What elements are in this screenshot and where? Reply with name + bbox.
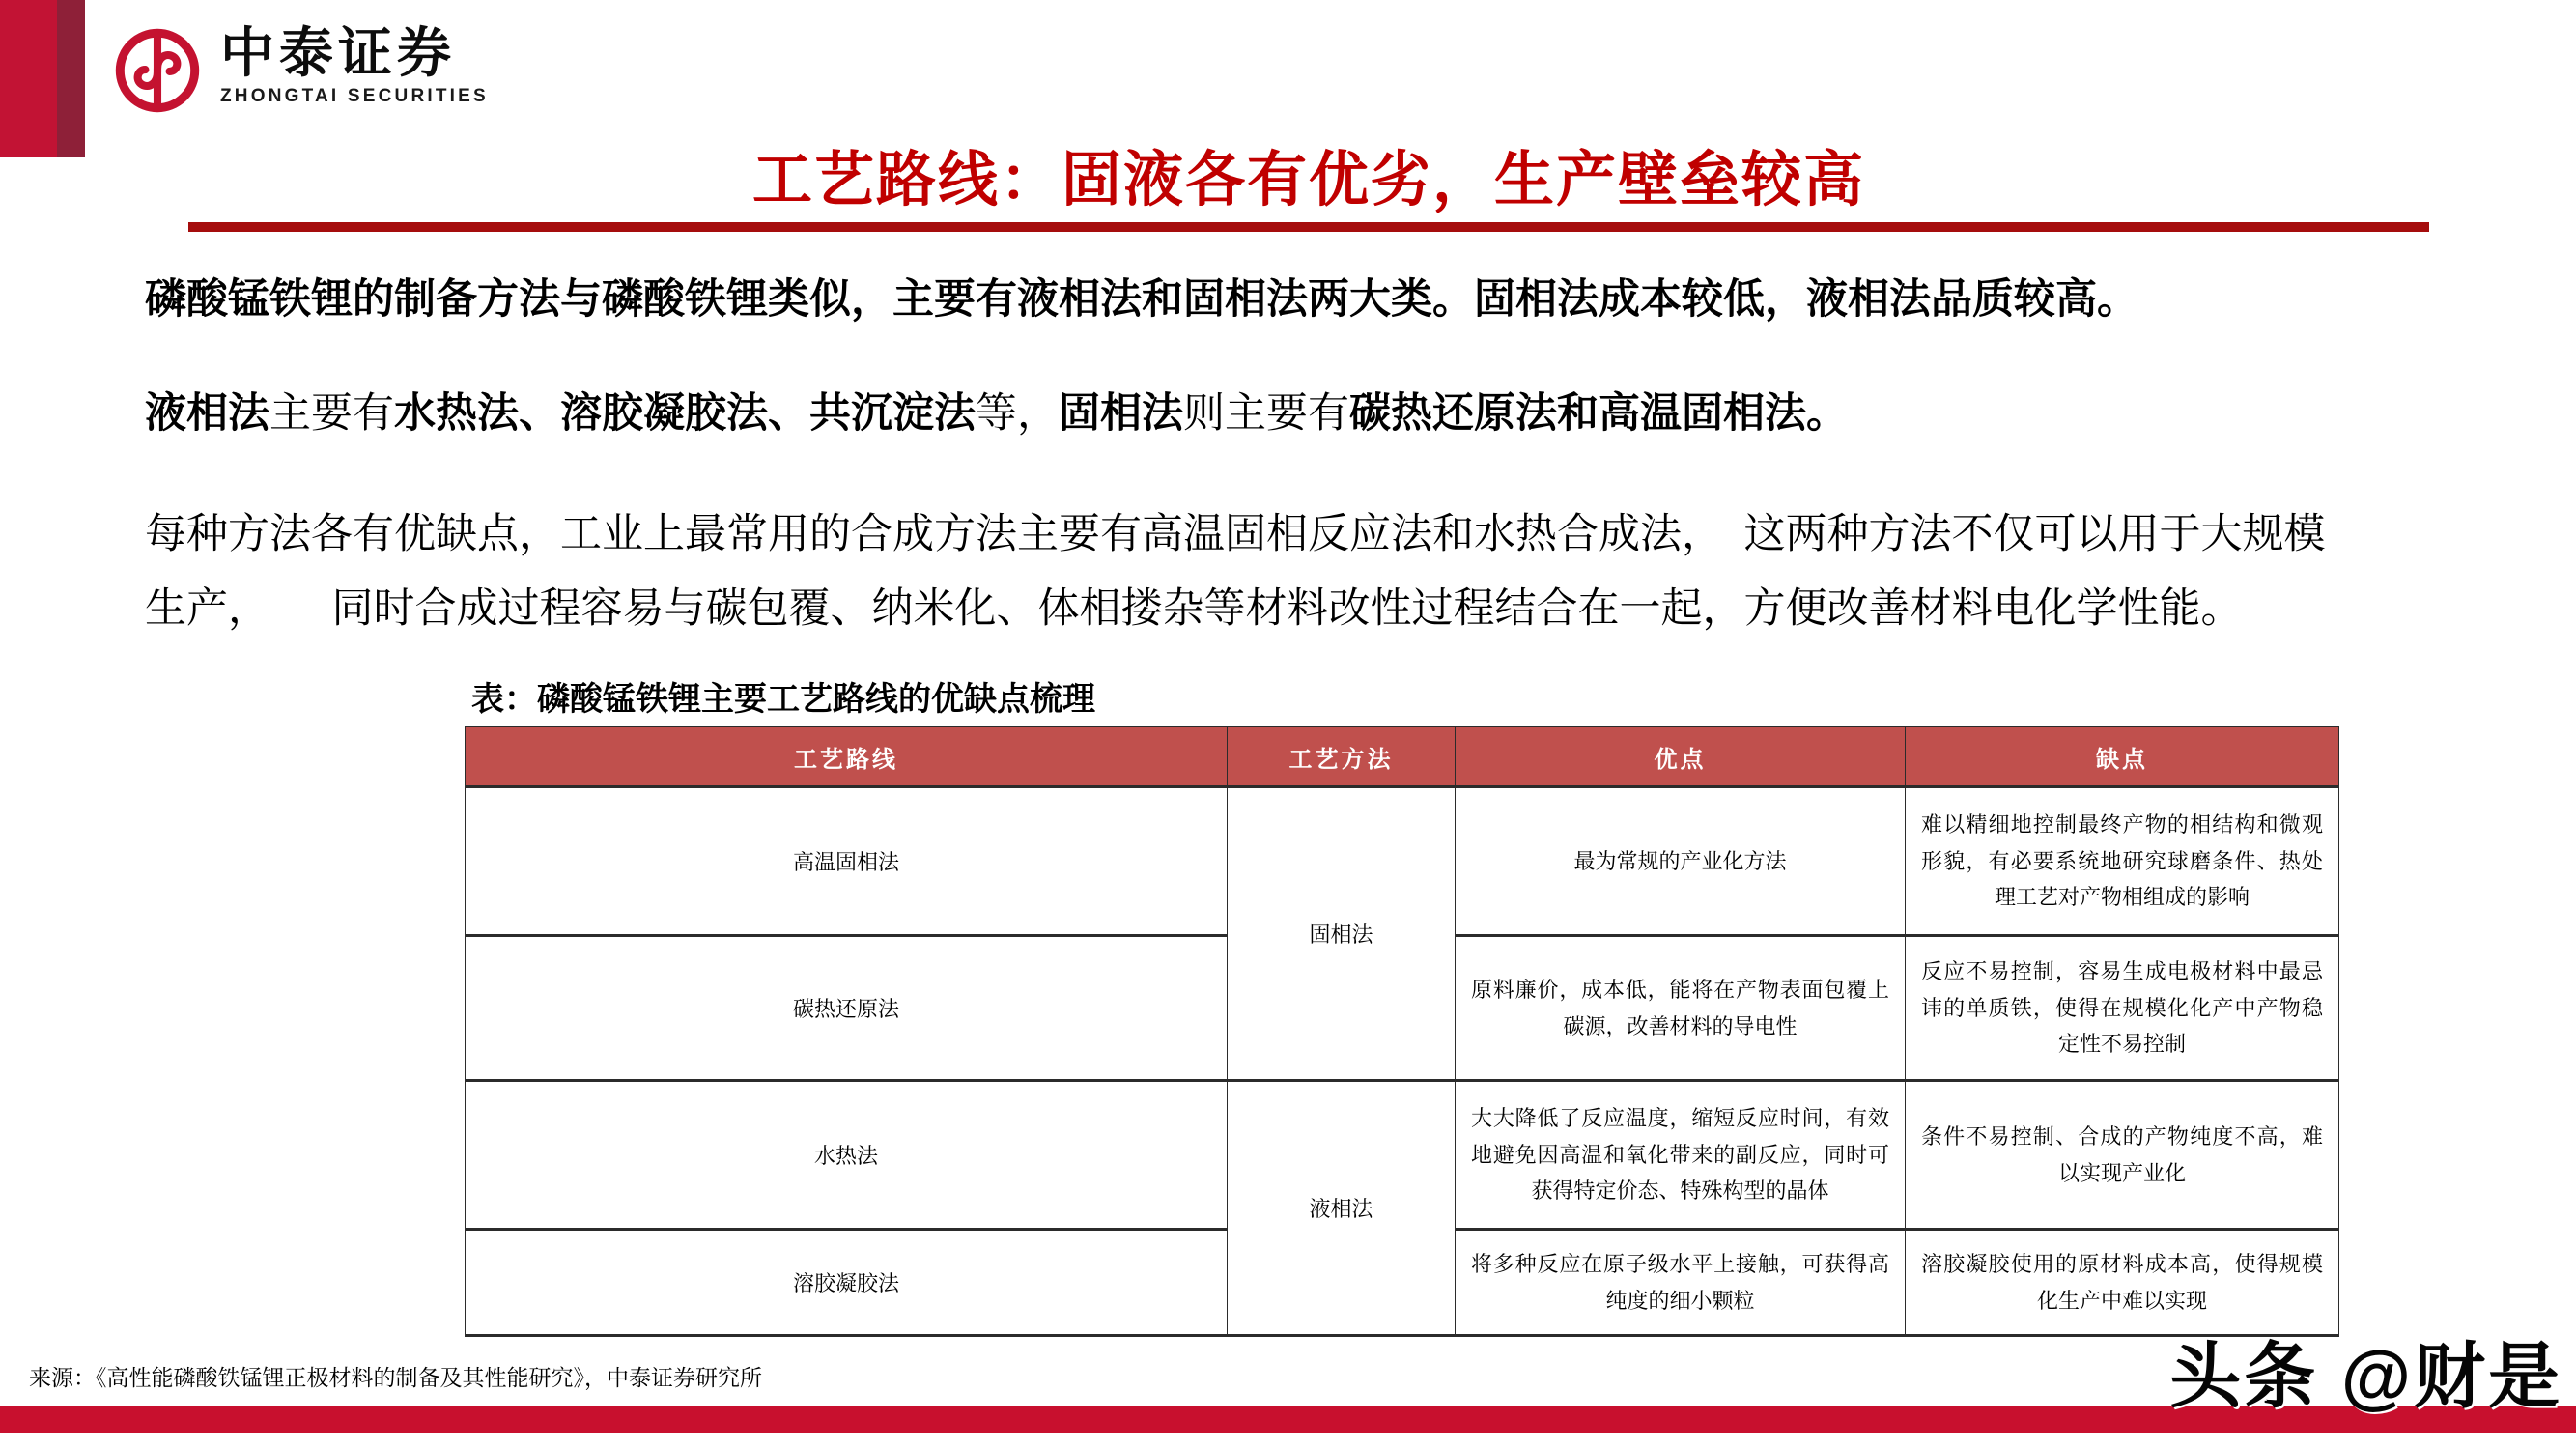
paragraph-text: 固相法 bbox=[1059, 391, 1183, 437]
intro-paragraph-3 bbox=[145, 498, 2439, 646]
brand-header bbox=[114, 22, 489, 116]
brand-name-en: ZHONGTAI SECURITIES bbox=[220, 85, 489, 106]
paragraph-text: 生产， 同时合成过程容易与碳包覆、纳米化、体相搂杂等材料改性过程结合在一起，方便改善材料电化学性能。 bbox=[145, 585, 2243, 632]
table-header-row bbox=[466, 727, 2339, 787]
cell-route: 水热法 bbox=[466, 1081, 1228, 1230]
paragraph-text: 等， bbox=[976, 391, 1059, 437]
watermark: 头条 @财是 bbox=[2169, 1336, 2562, 1416]
paragraph-text: 每种方法各有优缺点，工业上最常用的合成方法主要有高温固相反应法和水热合成法， 这两种方法不仅可以用于大规模 bbox=[145, 512, 2326, 557]
cell-pros: 最为常规的产业化方法 bbox=[1456, 787, 1906, 936]
cell-method-solid: 固相法 bbox=[1228, 787, 1456, 1081]
paragraph-text: 磷酸锰铁锂的制备方法与磷酸铁锂类似，主要有液相法和固相法两大类。固相法成本较低，液相法品质较高。 bbox=[145, 277, 2138, 323]
cell-route: 碳热还原法 bbox=[466, 936, 1228, 1081]
brand-text bbox=[220, 22, 489, 107]
table-row bbox=[466, 787, 2339, 936]
cell-pros: 大大降低了反应温度，缩短反应时间，有效地避免因高温和氧化带来的副反应，同时可获得特定价态、特殊构型的晶体 bbox=[1456, 1081, 1906, 1230]
paragraph-text: 则主要有 bbox=[1183, 391, 1349, 437]
cell-route: 溶胶凝胶法 bbox=[466, 1230, 1228, 1336]
cell-pros: 将多种反应在原子级水平上接触，可获得高纯度的细小颗粒 bbox=[1456, 1230, 1906, 1336]
brand-name-cn: 中泰证券 bbox=[220, 22, 456, 83]
intro-paragraph-2 bbox=[145, 384, 2439, 444]
cell-route: 高温固相法 bbox=[466, 787, 1228, 936]
col-header-route: 工艺路线 bbox=[466, 727, 1228, 787]
cell-cons: 反应不易控制，容易生成电极材料中最忌讳的单质铁，使得在规模化化产中产物稳定性不易控制 bbox=[1906, 936, 2339, 1081]
page-title: 工艺路线：固液各有优劣，生产壁垒较高 bbox=[751, 148, 1865, 213]
corner-accent-dark bbox=[57, 0, 85, 157]
source-note: 来源：《高性能磷酸铁锰锂正极材料的制备及其性能研究》，中泰证券研究所 bbox=[29, 1366, 762, 1390]
paragraph-text: 液相法 bbox=[145, 391, 269, 437]
col-header-method: 工艺方法 bbox=[1228, 727, 1456, 787]
paragraph-text: 主要有 bbox=[269, 391, 394, 437]
corner-accent bbox=[0, 0, 85, 157]
intro-paragraph-1 bbox=[145, 270, 2439, 330]
cell-method-liquid: 液相法 bbox=[1228, 1081, 1456, 1336]
process-table bbox=[465, 726, 2339, 1337]
cell-cons: 溶胶凝胶使用的原材料成本高，使得规模化生产中难以实现 bbox=[1906, 1230, 2339, 1336]
col-header-cons: 缺点 bbox=[1906, 727, 2339, 787]
cell-cons: 难以精细地控制最终产物的相结构和微观形貌，有必要系统地研究球磨条件、热处理工艺对产物相组成的影响 bbox=[1906, 787, 2339, 936]
table-row bbox=[466, 1081, 2339, 1230]
paragraph-text: 水热法、溶胶凝胶法、共沉淀法 bbox=[394, 391, 976, 437]
paragraph-text: 碳热还原法和高温固相法。 bbox=[1349, 391, 1848, 437]
col-header-pros: 优点 bbox=[1456, 727, 1906, 787]
title-underline bbox=[188, 222, 2429, 232]
cell-cons: 条件不易控制、合成的产物纯度不高，难以实现产业化 bbox=[1906, 1081, 2339, 1230]
zhongtai-logo-icon bbox=[114, 25, 201, 116]
corner-accent-bright bbox=[0, 0, 57, 157]
process-table-container bbox=[465, 726, 2338, 1337]
cell-pros: 原料廉价，成本低，能将在产物表面包覆上碳源，改善材料的导电性 bbox=[1456, 936, 1906, 1081]
table-caption: 表：磷酸锰铁锂主要工艺路线的优缺点梳理 bbox=[471, 682, 1095, 718]
